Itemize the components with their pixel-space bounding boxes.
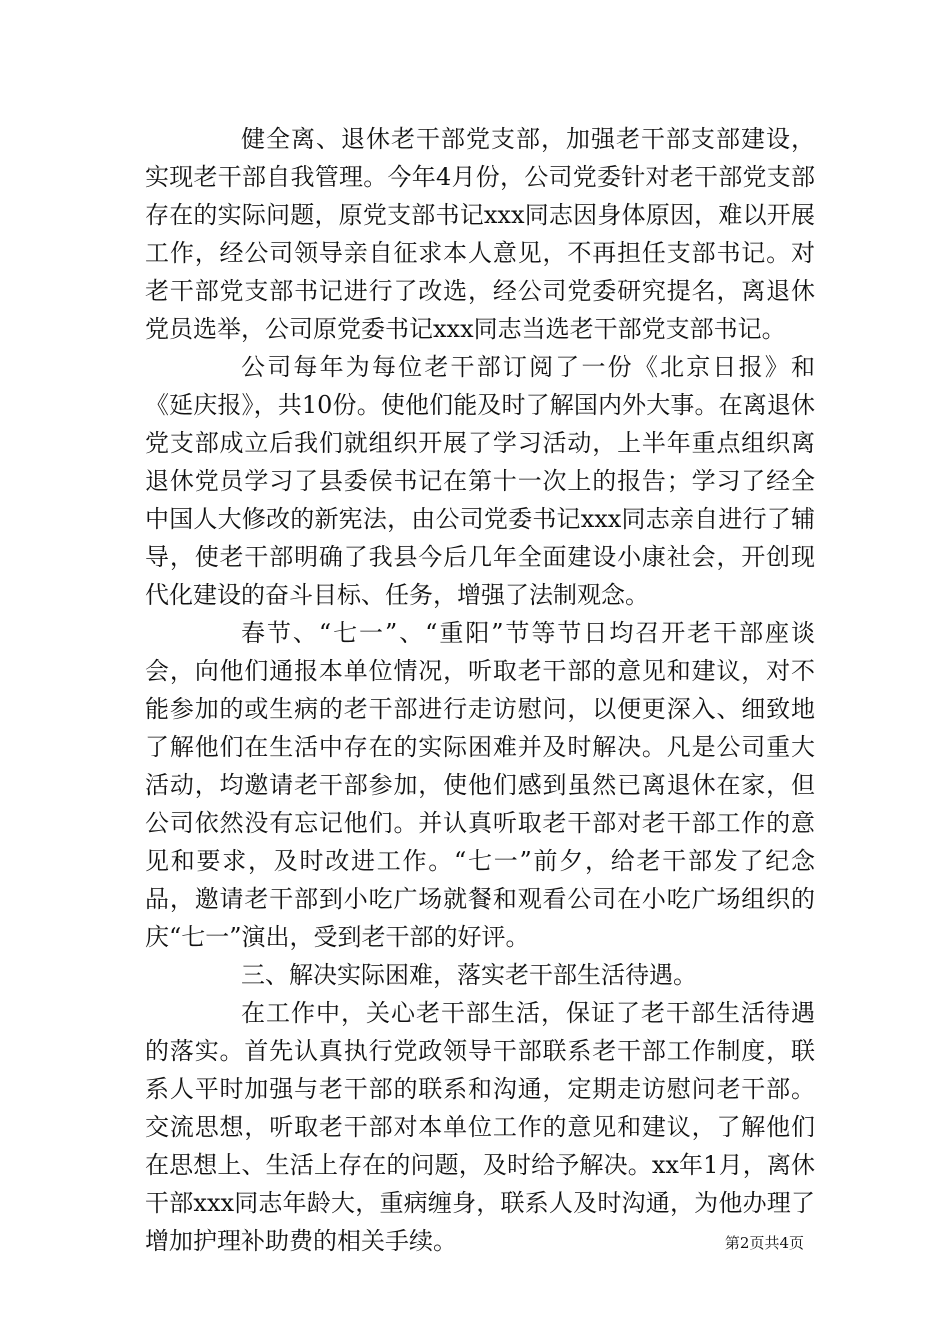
paragraph-holiday-meetings: 春节、“七一”、“重阳”节等节日均召开老干部座谈会，向他们通报本单位情况，听取老干部的意见和建议，对不能参加的或生病的老干部进行走访慰问，以便更深入、细致地了解他们在生活中存在的实际困难并及时解决。凡是公司重大活动，均邀请老干部参加，使他们感到虽然已离退休在家，但公司依然没有忘记他们。并认真听取老干部对老干部工作的意见和要求，及时改进工作。“七一”前夕，给老干部发了纪念品，邀请老干部到小吃广场就餐和观看公司在小吃广场组织的庆“七一”演出，受到老干部的好评。 [145,619,815,951]
document-body [145,120,815,1260]
page-number-footer: 第2页共4页 [724,1234,804,1252]
paragraph-party-branch: 健全离、退休老干部党支部，加强老干部支部建设，实现老干部自我管理。今年4月份，公司党委针对老干部党支部存在的实际问题，原党支部书记xxx同志因身体原因，难以开展工作，经公司领导亲自征求本人意见，不再担任支部书记。对老干部党支部书记进行了改选，经公司党委研究提名，离退休党员选举，公司原党委书记xxx同志当选老干部党支部书记。 [145,125,815,343]
section-heading-living-benefits: 三、解决实际困难，落实老干部生活待遇。 [241,961,697,989]
paragraph-newspapers-study: 公司每年为每位老干部订阅了一份《北京日报》和《延庆报》，共10份。使他们能及时了解国内外大事。在离退休党支部成立后我们就组织开展了学习活动，上半年重点组织离退休党员学习了县委侯书记在第十一次上的报告；学习了经全中国人大修改的新宪法，由公司党委书记xxx同志亲自进行了辅导，使老干部明确了我县今后几年全面建设小康社会，开创现代化建设的奋斗目标、任务，增强了法制观念。 [145,353,815,609]
paragraph-living-benefits: 在工作中，关心老干部生活，保证了老干部生活待遇的落实。首先认真执行党政领导干部联系老干部工作制度，联系人平时加强与老干部的联系和沟通，定期走访慰问老干部。交流思想，听取老干部对本单位工作的意见和建议，了解他们在思想上、生活上存在的问题，及时给予解决。xx年1月，离休干部xxx同志年龄大，重病缠身，联系人及时沟通，为他办理了增加护理补助费的相关手续。 [145,999,815,1255]
